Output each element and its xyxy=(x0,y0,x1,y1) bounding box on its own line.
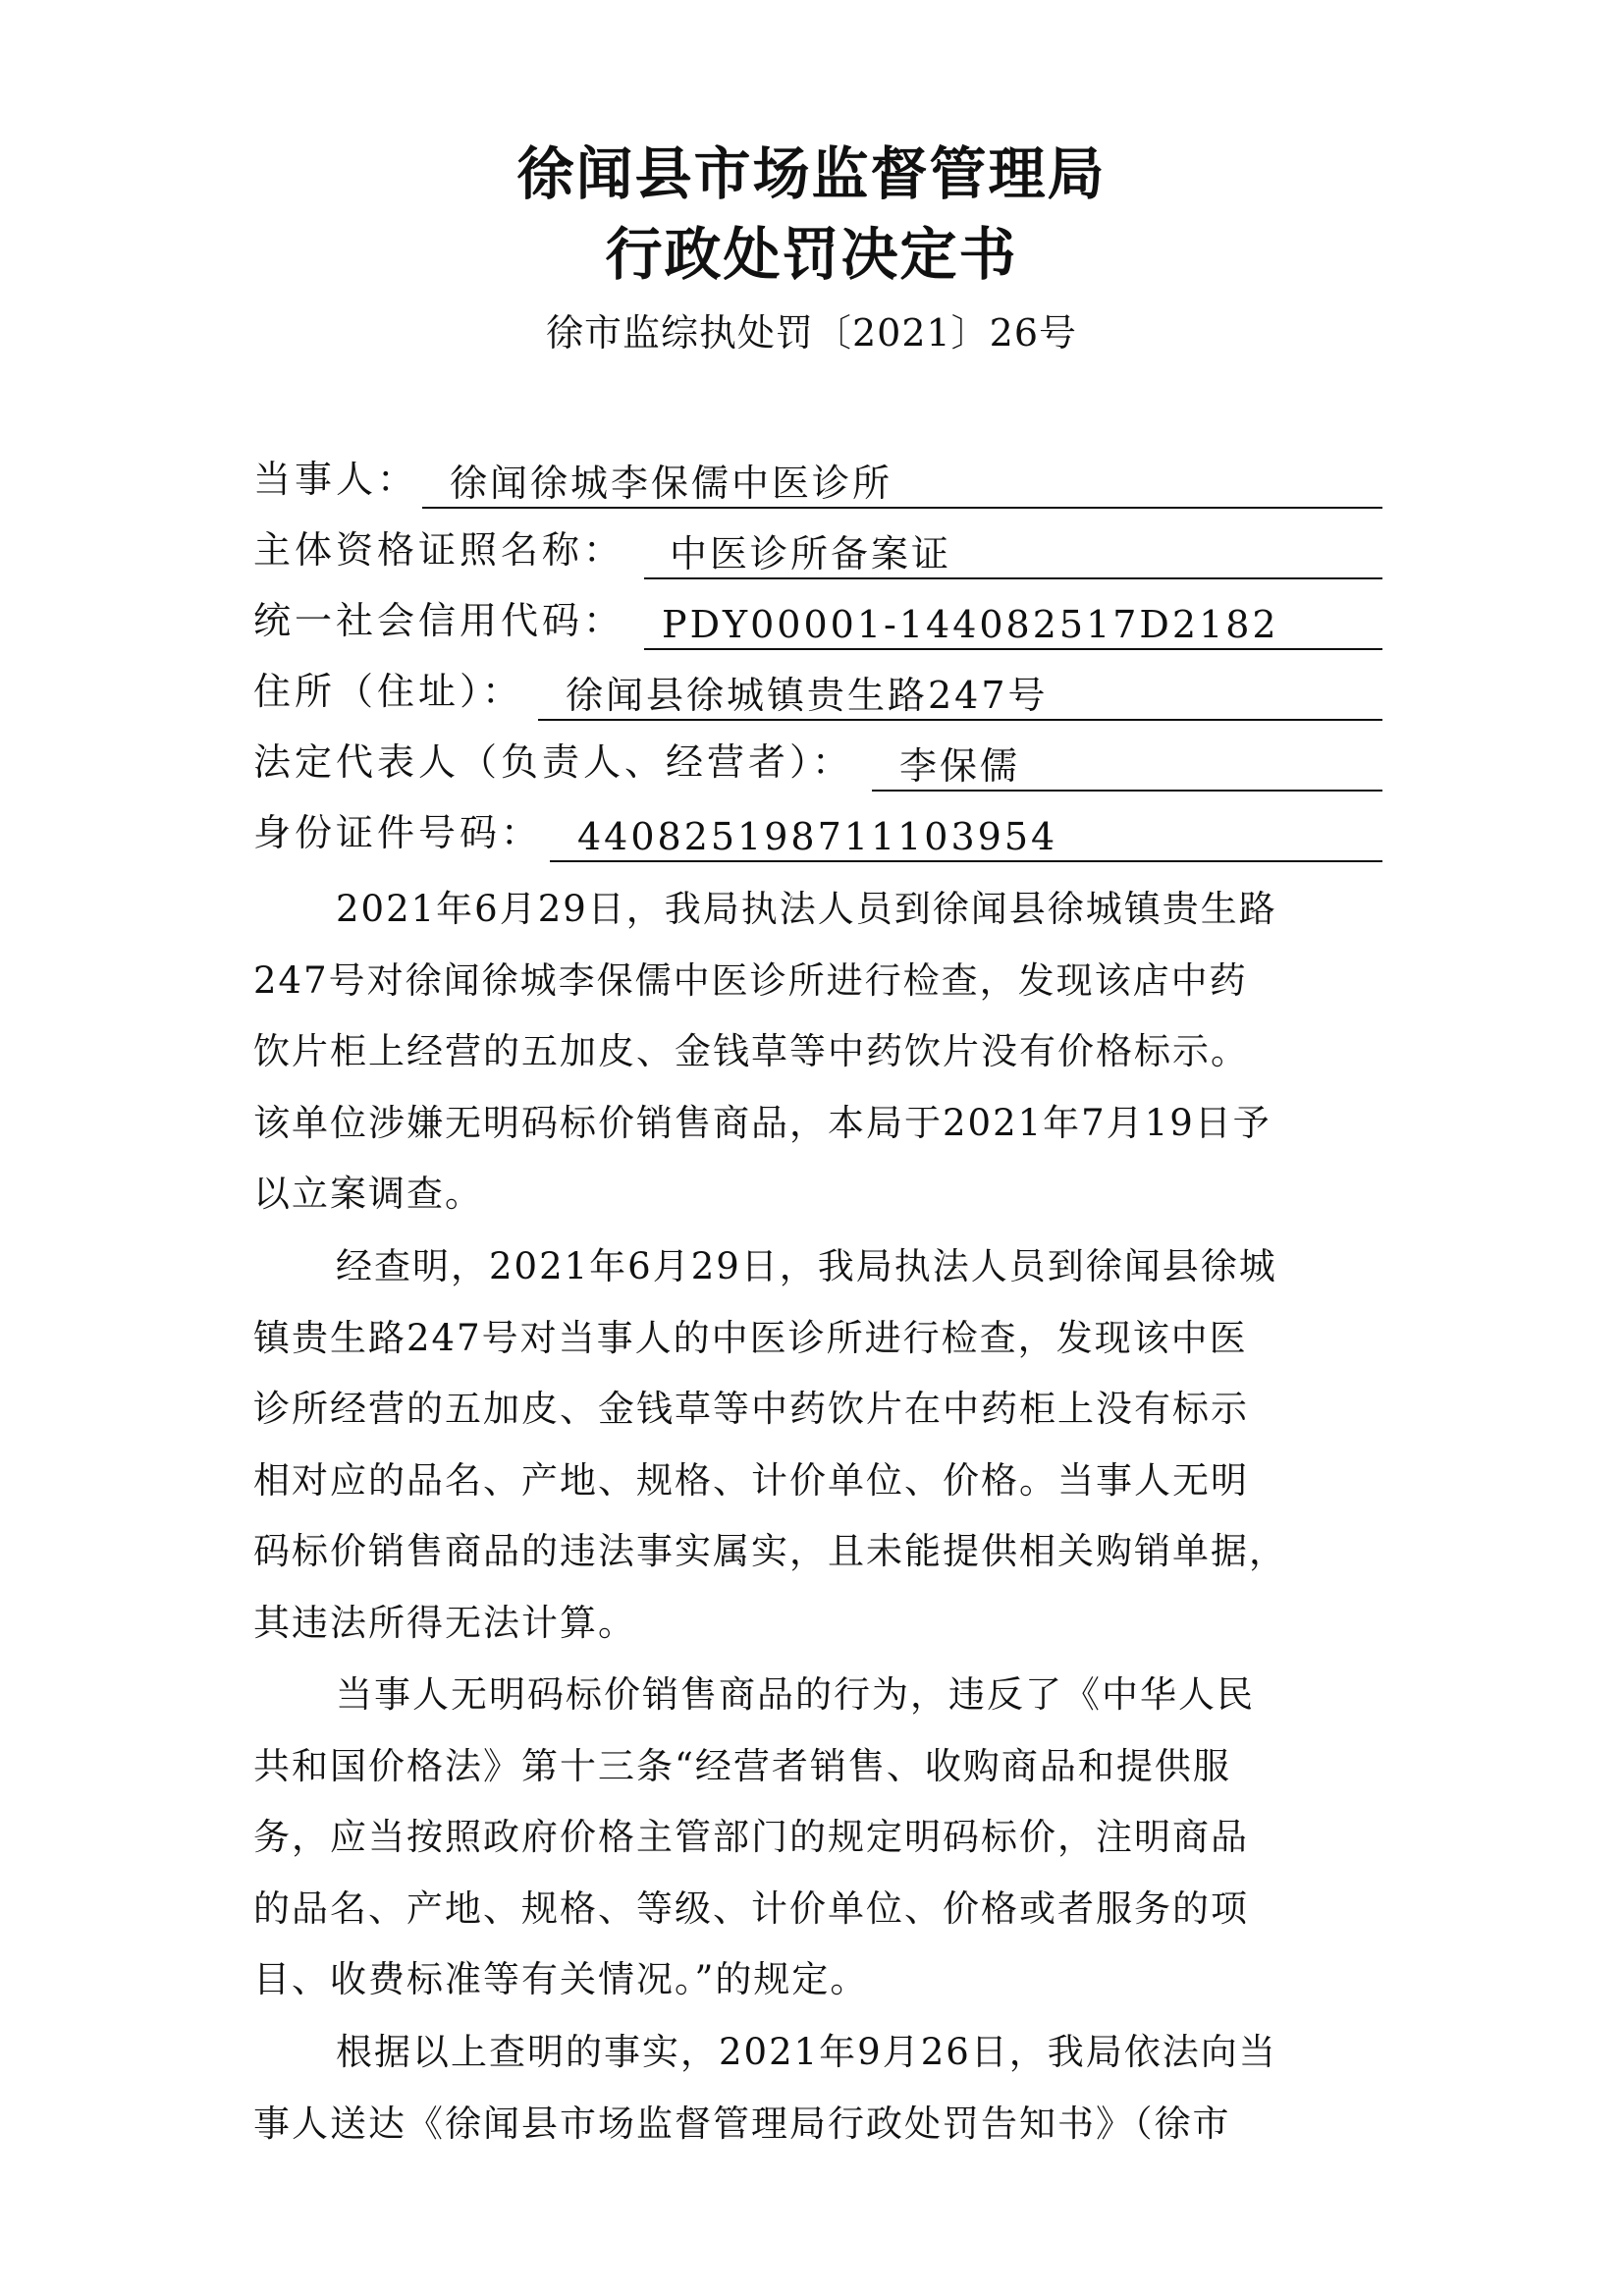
document-title-type: 行政处罚决定书 xyxy=(605,221,1018,288)
document-number: 徐市监综执处罚〔2021〕26号 xyxy=(545,311,1078,355)
legal-rep-label: 法定代表人（负责人、经营者）： xyxy=(253,740,854,784)
id-number-label: 身份证件号码： xyxy=(253,811,543,854)
paragraph-line: 码标价销售商品的违法事实属实，且未能提供相关购销单据， xyxy=(253,1530,1287,1572)
address-field xyxy=(253,664,1382,725)
paragraph-line: 247号对徐闻徐城李保儒中医诊所进行检查，发现该店中药 xyxy=(253,958,1248,1002)
license-name-underline xyxy=(644,577,1382,579)
paragraph-line: 根据以上查明的事实，2021年9月26日，我局依法向当 xyxy=(336,2031,1277,2073)
address-value: 徐闻县徐城镇贵生路247号 xyxy=(566,674,1049,717)
legal-rep-field xyxy=(253,735,1382,795)
credit-code-label: 统一社会信用代码： xyxy=(253,599,625,642)
id-number-value: 440825198711103954 xyxy=(577,815,1058,858)
paragraph-line: 相对应的品名、产地、规格、计价单位、价格。当事人无明 xyxy=(253,1458,1249,1502)
paragraph-line: 共和国价格法》第十三条“经营者销售、收购商品和提供服 xyxy=(253,1744,1231,1787)
credit-code-value: PDY00001-144082517D2182 xyxy=(662,603,1279,646)
address-label: 住所（住址）： xyxy=(253,670,524,713)
party-name-underline xyxy=(422,507,1382,509)
paragraph-case-filing xyxy=(253,874,1382,1230)
paragraph-line: 诊所经营的五加皮、金钱草等中药饮片在中药柜上没有标示 xyxy=(253,1388,1249,1430)
paragraph-line: 以立案调查。 xyxy=(253,1173,483,1215)
paragraph-line: 2021年6月29日，我局执法人员到徐闻县徐城镇贵生路 xyxy=(336,888,1277,930)
paragraph-line: 务，应当按照政府价格主管部门的规定明码标价，注明商品 xyxy=(253,1816,1249,1858)
credit-code-underline xyxy=(644,648,1382,650)
paragraph-line: 的品名、产地、规格、等级、计价单位、价格或者服务的项 xyxy=(253,1886,1249,1930)
license-name-value: 中医诊所备案证 xyxy=(670,532,952,575)
paragraph-line: 当事人无明码标价销售商品的行为，违反了《中华人民 xyxy=(336,1673,1255,1716)
paragraph-line: 该单位涉嫌无明码标价销售商品，本局于2021年7月19日予 xyxy=(253,1101,1271,1144)
party-name-label: 当事人： xyxy=(253,458,419,501)
paragraph-findings xyxy=(253,1231,1382,1659)
document-title-agency: 徐闻县市场监督管理局 xyxy=(516,140,1107,207)
license-name-label: 主体资格证照名称： xyxy=(253,528,625,572)
id-number-field xyxy=(253,805,1382,866)
credit-code-field xyxy=(253,593,1382,654)
paragraph-line: 事人送达《徐闻县市场监督管理局行政处罚告知书》（徐市 xyxy=(253,2102,1231,2145)
paragraph-line: 其违法所得无法计算。 xyxy=(253,1601,636,1644)
paragraph-line: 饮片柜上经营的五加皮、金钱草等中药饮片没有价格标示。 xyxy=(253,1030,1249,1072)
party-name-field xyxy=(253,452,1382,513)
paragraph-notice xyxy=(253,2017,1382,2159)
license-name-field xyxy=(253,522,1382,583)
paragraph-legal-basis xyxy=(253,1660,1382,2016)
paragraph-line: 经查明，2021年6月29日，我局执法人员到徐闻县徐城 xyxy=(336,1245,1277,1287)
address-underline xyxy=(538,719,1382,721)
legal-rep-underline xyxy=(872,790,1382,792)
paragraph-line: 镇贵生路247号对当事人的中医诊所进行检查，发现该中医 xyxy=(253,1316,1248,1359)
legal-rep-value: 李保儒 xyxy=(899,744,1021,788)
paragraph-line: 目、收费标准等有关情况。”的规定。 xyxy=(253,1958,869,2000)
id-number-underline xyxy=(550,860,1382,862)
party-name-value: 徐闻徐城李保儒中医诊所 xyxy=(450,462,893,505)
